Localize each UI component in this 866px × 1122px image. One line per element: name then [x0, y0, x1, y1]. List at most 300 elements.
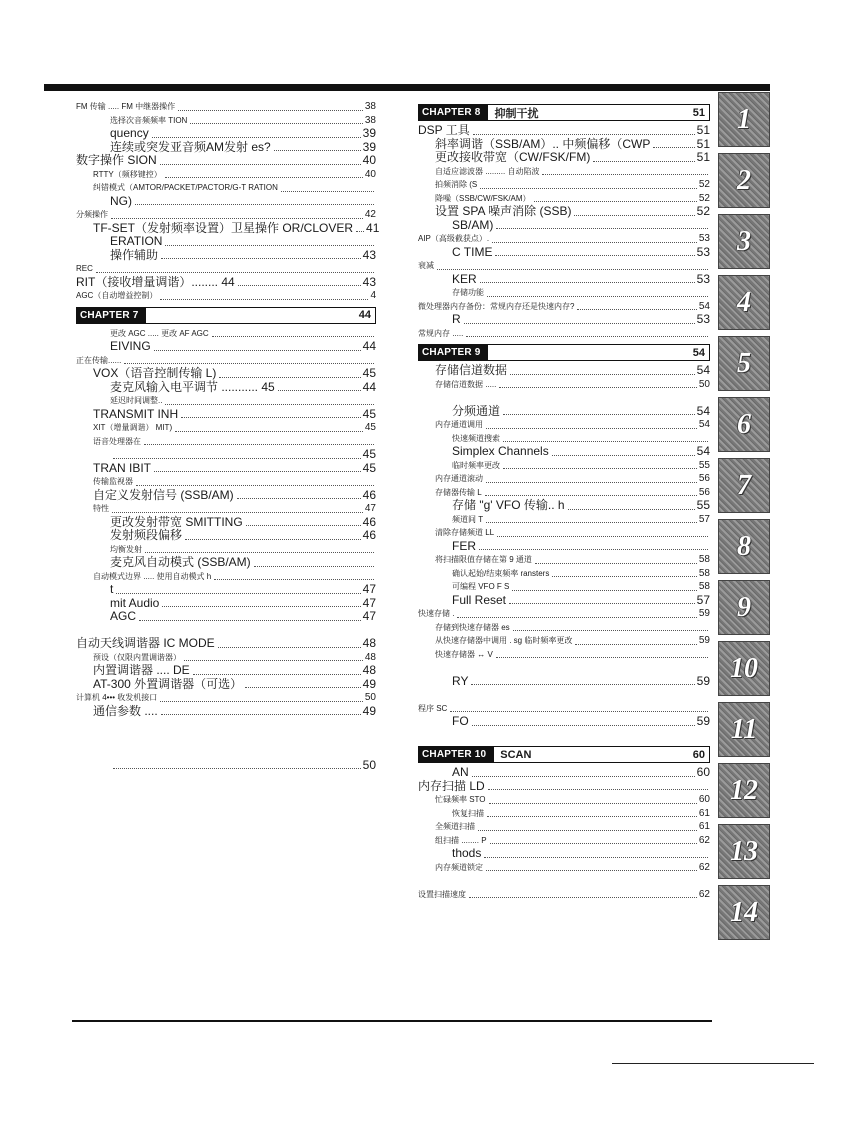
toc-entry-page: 51	[696, 136, 710, 151]
chapter-9-page: 54	[692, 346, 705, 359]
toc-entry	[76, 289, 376, 303]
toc-entry	[418, 688, 710, 702]
toc-entry-page: 39	[362, 126, 376, 140]
toc-leader-dots	[165, 245, 374, 246]
toc-entry	[418, 661, 710, 675]
toc-entry-title: 频道间 T	[452, 514, 484, 524]
toc-entry	[418, 165, 710, 179]
toc-leader-dots	[152, 137, 361, 138]
toc-entry-page: 61	[698, 807, 710, 819]
toc-entry	[418, 286, 710, 300]
toc-entry-title: 特性	[93, 504, 109, 513]
toc-leader-dots	[513, 630, 708, 631]
toc-entry	[418, 780, 710, 794]
toc-entry-page: 47	[364, 503, 376, 514]
toc-entry-page: 52	[698, 192, 710, 204]
toc-entry-page: 57	[696, 592, 710, 607]
chapter-7-header	[76, 307, 376, 324]
toc-leader-dots	[478, 830, 697, 831]
toc-leader-dots	[472, 725, 695, 726]
toc-entry-title: 设置 SPA 噪声消除 (SSB)	[435, 204, 572, 218]
toc-entry-title: 微处理器内存备份：常规内存还是快速内存?	[418, 301, 575, 311]
toc-entry	[76, 276, 376, 290]
toc-entry	[418, 327, 710, 341]
chapter-tab-number: 4	[737, 286, 751, 318]
toc-entry-title: 可编程 VFO F S	[452, 582, 510, 591]
toc-entry-page: 47	[362, 595, 376, 610]
toc-entry-page: 48	[362, 636, 376, 650]
chapter-tab[interactable]	[718, 641, 770, 696]
toc-leader-dots	[135, 204, 374, 205]
toc-leader-dots	[512, 590, 697, 591]
toc-leader-dots	[471, 684, 694, 685]
toc-entry-title: TF-SET（发射频率设置）卫星操作 OR/CLOVER	[93, 220, 354, 235]
toc-entry	[418, 472, 710, 486]
toc-entry	[418, 702, 710, 716]
chapter-tab[interactable]	[718, 580, 770, 635]
toc-leader-dots	[245, 687, 361, 688]
toc-leader-dots	[464, 323, 695, 324]
toc-entry-title: 确认起始/结束频率 ransters	[452, 568, 550, 578]
toc-entry	[418, 648, 710, 662]
toc-leader-dots	[181, 417, 361, 418]
toc-leader-dots	[165, 177, 363, 178]
toc-entry-title: 衰减	[418, 261, 434, 270]
toc-entry	[76, 381, 376, 395]
toc-entry	[76, 691, 376, 705]
toc-entry	[76, 154, 376, 168]
toc-entry-page: 45	[362, 460, 376, 475]
toc-entry-page: 58	[698, 567, 710, 579]
toc-entry	[418, 766, 710, 780]
chapter-tabs	[718, 92, 772, 946]
toc-entry-page: 57	[698, 513, 710, 525]
toc-leader-dots	[487, 296, 708, 297]
toc-leader-dots	[113, 768, 361, 769]
toc-entry	[418, 553, 710, 567]
toc-entry	[76, 732, 376, 746]
toc-entry-title: 忙碌频率 STO	[435, 795, 486, 804]
toc-entry	[418, 432, 710, 446]
toc-entry-title: 通信参数 ....	[93, 703, 158, 718]
toc-entry	[418, 888, 710, 902]
toc-entry	[418, 391, 710, 405]
toc-entry-page: 58	[698, 554, 710, 565]
toc-entry-title: 预设（仅限内置调谐器）	[93, 652, 181, 662]
toc-leader-dots	[488, 789, 708, 790]
toc-leader-dots	[254, 566, 374, 567]
toc-entry	[418, 259, 710, 273]
toc-entry	[418, 273, 710, 287]
toc-entry-title: NG)	[110, 193, 132, 208]
toc-leader-dots	[238, 285, 361, 286]
chapter-8-title: 抑制干扰	[494, 107, 539, 120]
toc-entry	[418, 138, 710, 152]
toc-entry	[418, 594, 710, 608]
toc-entry-page: 40	[362, 153, 376, 167]
toc-entry-title: 麦克风自动模式 (SSB/AM)	[110, 555, 251, 569]
toc-entry-title: AT-300 外置调谐器（可选）	[93, 676, 243, 691]
toc-entry	[418, 313, 710, 327]
toc-right-column	[418, 100, 710, 901]
chapter-tab[interactable]	[718, 336, 770, 391]
toc-entry-title: 快速频道搜索	[452, 433, 500, 443]
toc-entry-page: 48	[362, 663, 376, 677]
toc-entry-title: 分频通道	[452, 403, 501, 418]
toc-entry-page: 52	[698, 179, 710, 190]
toc-entry	[76, 556, 376, 570]
toc-entry-title: 内存通道滚动	[435, 474, 483, 483]
chapter-tab-number: 7	[737, 469, 751, 501]
toc-entry	[418, 874, 710, 888]
toc-entry-title: 存储功能	[452, 288, 484, 297]
toc-entry-title: ERATION	[110, 234, 163, 248]
toc-entry-title: 发射频段偏移	[110, 528, 183, 542]
toc-entry-page: 48	[364, 651, 376, 663]
toc-entry-page: 39	[362, 139, 376, 154]
toc-leader-dots	[175, 431, 363, 432]
toc-leader-dots	[162, 606, 360, 607]
toc-entry-title: AIP（高级截获点）.	[418, 234, 490, 243]
toc-leader-dots	[490, 843, 697, 844]
toc-entry-title: RTTY（频移键控）	[93, 169, 162, 179]
toc-entry-page: 43	[362, 274, 376, 289]
toc-leader-dots	[486, 482, 697, 483]
toc-entry-page: 62	[698, 834, 710, 846]
chapter-tab[interactable]	[718, 458, 770, 513]
toc-entry-title: t	[110, 582, 114, 596]
toc-leader-dots	[246, 525, 361, 526]
toc-leader-dots	[653, 147, 694, 148]
toc-entry-page: 59	[696, 673, 710, 688]
toc-entry	[418, 300, 710, 314]
toc-leader-dots	[577, 309, 696, 310]
toc-leader-dots	[495, 255, 694, 256]
chapter-tab[interactable]	[718, 824, 770, 879]
toc-leader-dots	[509, 603, 695, 604]
toc-entry-title: 麦克风输入电平调节 ........... 45	[110, 379, 275, 394]
toc-entry-page: 51	[696, 150, 710, 164]
toc-entry-page: 54	[698, 300, 710, 312]
toc-entry	[76, 718, 376, 732]
toc-entry-page: 58	[698, 581, 710, 592]
toc-entry-title: 临时频率更改	[452, 460, 500, 470]
chapter-8-label: CHAPTER 8	[419, 105, 488, 120]
toc-entry-title: thods	[452, 846, 482, 860]
toc-entry	[418, 486, 710, 500]
toc-leader-dots	[281, 191, 374, 192]
toc-entry-page: 54	[696, 403, 710, 418]
toc-entry-page: 4	[370, 290, 376, 301]
toc-entry	[76, 705, 376, 719]
toc-entry	[418, 219, 710, 233]
toc-entry-page: 53	[696, 271, 710, 286]
toc-entry-title: KER	[452, 271, 477, 286]
toc-entry-page: 59	[698, 608, 710, 619]
toc-entry-title: RY	[452, 673, 469, 688]
toc-leader-dots	[161, 258, 361, 259]
toc-leader-dots	[178, 110, 363, 111]
toc-entry	[76, 637, 376, 651]
toc-leader-dots	[499, 387, 697, 388]
toc-entry	[76, 475, 376, 489]
toc-entry	[418, 607, 710, 621]
toc-entry-page: 47	[362, 609, 376, 623]
toc-entry-title: 选择次音频频率 TION	[110, 115, 188, 125]
toc-leader-dots	[485, 495, 697, 496]
toc-entry-page: 46	[362, 528, 376, 542]
toc-leader-dots	[503, 468, 697, 469]
toc-leader-dots	[450, 711, 708, 712]
toc-entry	[418, 178, 710, 192]
toc-entry	[418, 793, 710, 807]
toc-entry	[76, 100, 376, 114]
toc-entry-title: 正在传输......	[76, 355, 122, 365]
toc-entry	[76, 759, 376, 773]
chapter-tab-number: 1	[737, 103, 751, 135]
toc-entry-title: 斜率调谐（SSB/AM）.. 中频偏移（CWP	[435, 136, 651, 151]
toc-entry	[76, 610, 376, 624]
toc-entry-title: 分频操作	[76, 210, 108, 219]
chapter-tab[interactable]	[718, 885, 770, 940]
toc-leader-dots	[161, 714, 361, 715]
toc-leader-dots	[111, 218, 363, 219]
toc-entry-title: 数字操作 SION	[76, 153, 157, 167]
toc-entry	[76, 421, 376, 435]
toc-entry-title: 更改接收带宽（CW/FSK/FM)	[435, 150, 591, 164]
toc-entry-page: 50	[364, 692, 376, 703]
toc-leader-dots	[593, 161, 694, 162]
toc-entry	[76, 195, 376, 209]
toc-leader-dots	[575, 644, 697, 645]
toc-entry-page: 43	[362, 247, 376, 262]
corner-rule	[612, 1063, 814, 1064]
toc-leader-dots	[492, 242, 697, 243]
toc-entry	[76, 597, 376, 611]
toc-leader-dots	[160, 164, 361, 165]
chapter-10-header	[418, 746, 710, 763]
toc-entry-title: 内存扫描 LD	[418, 778, 485, 793]
toc-leader-dots	[214, 579, 374, 580]
toc-entry	[76, 127, 376, 141]
toc-entry	[76, 516, 376, 530]
toc-entry-title: AN	[452, 765, 469, 779]
toc-entry	[76, 570, 376, 584]
toc-entry	[418, 246, 710, 260]
toc-entry-page: 55	[698, 459, 710, 471]
chapter-tab-number: 10	[730, 652, 758, 684]
chapter-tab-number: 6	[737, 408, 751, 440]
toc-entry-page: 62	[698, 888, 710, 900]
toc-leader-dots	[113, 458, 361, 459]
toc-entry-page: 45	[362, 406, 376, 421]
toc-entry-title: XIT（增量调谐） MIT)	[93, 423, 173, 432]
chapter-tab[interactable]	[718, 214, 770, 269]
chapter-tab-number: 5	[737, 347, 751, 379]
toc-leader-dots	[552, 576, 697, 577]
toc-entry-page: 60	[696, 765, 710, 779]
chapter-8-page: 51	[692, 106, 705, 119]
toc-entry	[76, 327, 376, 341]
toc-entry	[418, 540, 710, 554]
toc-entry-title: 快速存储器 ↔ V	[435, 649, 493, 659]
toc-left-bottom-list	[76, 327, 376, 773]
toc-entry-title: 拍频消除 (S	[435, 180, 478, 189]
toc-entry-title: mit Audio	[110, 595, 160, 610]
toc-entry-page: 53	[698, 233, 710, 244]
chapter-tab[interactable]	[718, 92, 770, 147]
chapter-10-label: CHAPTER 10	[419, 747, 494, 762]
toc-entry-title: C TIME	[452, 244, 493, 259]
toc-entry	[418, 364, 710, 378]
toc-entry-page: 41	[366, 220, 380, 235]
toc-entry-page: 60	[698, 794, 710, 805]
toc-entry	[76, 651, 376, 665]
toc-entry-title: 均衡发射	[110, 544, 142, 554]
toc-entry-page: 49	[362, 703, 376, 718]
chapter-9-header	[418, 344, 710, 361]
toc-entry	[76, 208, 376, 222]
chapter-tab[interactable]	[718, 702, 770, 757]
toc-entry-title: 存储 "g' VFO 传输.. h	[452, 498, 565, 512]
toc-entry-page: 56	[698, 473, 710, 484]
toc-leader-dots	[185, 539, 361, 540]
toc-leader-dots	[479, 549, 708, 550]
toc-entry	[418, 151, 710, 165]
toc-entry	[76, 583, 376, 597]
toc-leader-dots	[503, 414, 695, 415]
toc-entry-page: 51	[696, 123, 710, 137]
toc-leader-dots	[469, 897, 697, 898]
toc-entry	[76, 745, 376, 759]
toc-leader-dots	[139, 620, 361, 621]
toc-entry-page: 46	[362, 514, 376, 529]
toc-entry	[76, 624, 376, 638]
toc-entry	[418, 205, 710, 219]
toc-entry-title: TRAN IBIT	[93, 460, 152, 475]
toc-entry	[418, 124, 710, 138]
chapter-tab-number: 13	[730, 835, 758, 867]
toc-leader-dots	[472, 776, 695, 777]
toc-entry	[76, 141, 376, 155]
toc-entry-title: 内存频道锁定	[435, 862, 483, 872]
toc-leader-dots	[503, 441, 708, 442]
toc-entry-title: 更改发射带宽 SMITTING	[110, 514, 243, 529]
toc-entry	[76, 529, 376, 543]
toc-entry-title: TRANSMIT INH	[93, 406, 179, 421]
toc-entry	[418, 715, 710, 729]
toc-entry	[418, 567, 710, 581]
toc-entry	[76, 543, 376, 557]
toc-entry-title: 延迟时间调整..	[110, 396, 163, 405]
toc-entry-page: 56	[698, 486, 710, 498]
toc-leader-dots	[154, 350, 361, 351]
toc-leader-dots	[457, 617, 696, 618]
toc-entry	[76, 367, 376, 381]
toc-entry	[418, 232, 710, 246]
toc-entry	[418, 807, 710, 821]
toc-leader-dots	[124, 363, 374, 364]
toc-leader-dots	[473, 134, 695, 135]
toc-entry-title: RIT（接收增量调谐）........ 44	[76, 274, 235, 289]
chapter-tab[interactable]	[718, 397, 770, 452]
toc-entry-page: 54	[698, 419, 710, 430]
toc-leader-dots	[184, 660, 363, 661]
chapter-tab[interactable]	[718, 275, 770, 330]
toc-entry-title: 计算机 4••• 收发机接口	[76, 693, 158, 702]
toc-leader-dots	[116, 593, 360, 594]
toc-entry-page: 50	[698, 378, 710, 390]
toc-entry-page: 54	[696, 363, 710, 377]
toc-leader-dots	[160, 701, 363, 702]
toc-entry	[418, 861, 710, 875]
toc-leader-dots	[497, 536, 708, 537]
toc-leader-dots	[274, 150, 361, 151]
toc-leader-dots	[219, 377, 360, 378]
toc-entry	[418, 418, 710, 432]
toc-leader-dots	[190, 123, 363, 124]
toc-leader-dots	[145, 552, 374, 553]
toc-entry	[418, 580, 710, 594]
toc-entry	[76, 394, 376, 408]
toc-entry	[76, 235, 376, 249]
toc-entry-page: 52	[696, 204, 710, 218]
toc-entry-page: 53	[696, 244, 710, 259]
toc-entry	[76, 502, 376, 516]
toc-entry-page: 42	[364, 209, 376, 220]
toc-entry	[76, 462, 376, 476]
toc-entry-title: 组扫描 ........ P	[435, 835, 487, 845]
toc-leader-dots	[496, 657, 708, 658]
toc-entry-title: FM 传输 ..... FM 中继器操作	[76, 102, 176, 111]
toc-chapter-9-list	[418, 364, 710, 742]
toc-leader-dots	[212, 336, 374, 337]
toc-leader-dots	[489, 803, 697, 804]
toc-entry-title: Simplex Channels	[452, 444, 549, 458]
chapter-9-label: CHAPTER 9	[419, 345, 488, 360]
toc-entry-title: 操作辅助	[110, 247, 159, 262]
chapter-tab[interactable]	[718, 519, 770, 574]
toc-entry-page: 45	[362, 447, 376, 461]
toc-leader-dots	[278, 390, 361, 391]
toc-entry-title: SB/AM)	[452, 217, 494, 232]
toc-leader-dots	[487, 816, 697, 817]
toc-leader-dots	[534, 201, 697, 202]
toc-entry-title: 从快速存储器中调用 . sg 临时频率更改	[435, 636, 573, 645]
toc-entry-page: 45	[364, 422, 376, 433]
chapter-tab[interactable]	[718, 153, 770, 208]
toc-entry-title: Full Reset	[452, 592, 507, 607]
chapter-tab-number: 2	[737, 164, 751, 196]
toc-entry-page: 45	[362, 366, 376, 380]
toc-leader-dots	[144, 444, 374, 445]
chapter-7-label: CHAPTER 7	[77, 308, 146, 323]
chapter-tab-number: 8	[737, 530, 751, 562]
toc-entry	[418, 675, 710, 689]
toc-entry	[418, 847, 710, 861]
toc-entry	[418, 405, 710, 419]
toc-entry-title: 恢复扫描	[452, 808, 484, 818]
chapter-tab-number: 9	[737, 591, 751, 623]
toc-leader-dots	[112, 512, 363, 513]
toc-entry	[76, 114, 376, 128]
chapter-10-page: 60	[692, 748, 705, 761]
toc-leader-dots	[154, 471, 361, 472]
toc-leader-dots	[510, 374, 695, 375]
toc-entry	[76, 181, 376, 195]
toc-entry-title: EIVING	[110, 339, 151, 353]
chapter-tab[interactable]	[718, 763, 770, 818]
